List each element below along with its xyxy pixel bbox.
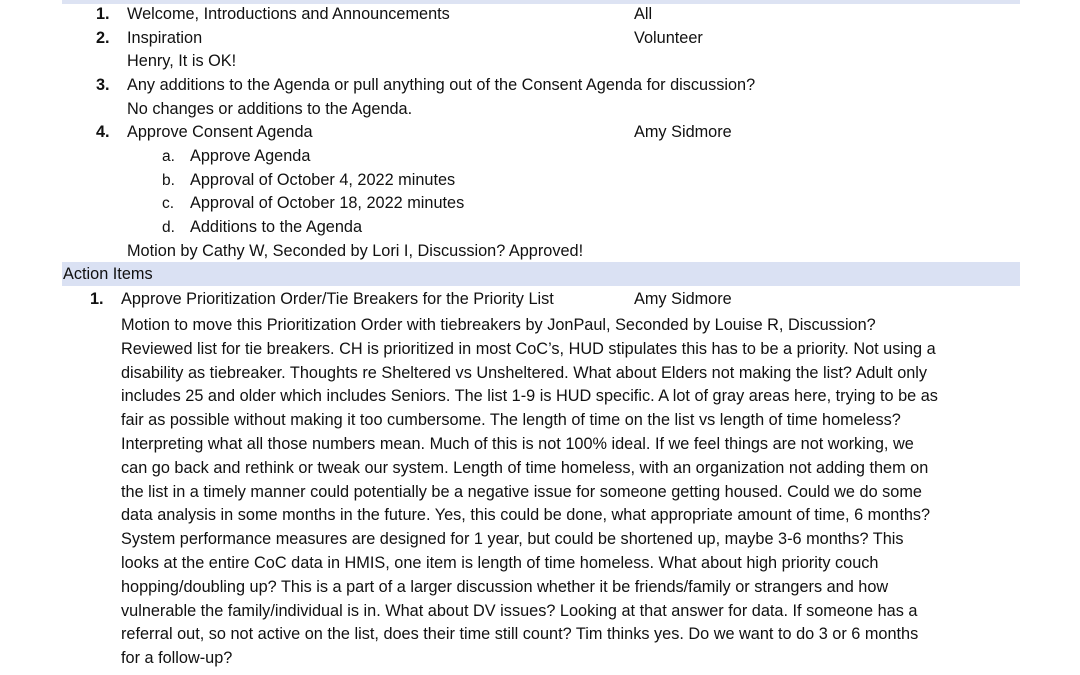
- agenda-item-owner: Amy Sidmore: [634, 123, 732, 141]
- action-item-discussion: [121, 314, 1021, 671]
- agenda-item-title: Any additions to the Agenda or pull anything out of the Consent Agenda for discussion?: [127, 76, 756, 94]
- discussion-line: for a follow-up?: [121, 649, 233, 668]
- subitem-letter: b.: [162, 172, 175, 189]
- subitem-text: Approve Agenda: [190, 147, 311, 165]
- discussion-line: hopping/doubling up? This is a part of a larger discussion whether it be friends/family or strangers and how: [121, 577, 889, 596]
- action-items-section-header: [62, 262, 1020, 286]
- discussion-line: referral out, so not active on the list, does their time still count? Tim thinks yes. Do we want to do 3 or 6 months: [121, 625, 919, 644]
- agenda-item-owner: Volunteer: [634, 29, 703, 47]
- subitem-text: Approval of October 4, 2022 minutes: [190, 171, 456, 189]
- action-item-owner: Amy Sidmore: [634, 290, 732, 308]
- discussion-line: disability as tiebreaker. Thoughts re Sheltered vs Unsheltered. What about Elders not making the list? Adult only: [121, 363, 928, 382]
- agenda-item-title: Inspiration: [127, 29, 203, 47]
- subitem-letter: c.: [162, 195, 175, 212]
- agenda-item-note: Henry, It is OK!: [127, 52, 237, 70]
- agenda-item-owner: All: [634, 5, 653, 23]
- subitem-text: Approval of October 18, 2022 minutes: [190, 194, 465, 212]
- subitem-letter: a.: [162, 148, 175, 165]
- discussion-line: can go back and rethink or tweak our system. Length of time homeless, with an organization not adding them on: [121, 458, 929, 477]
- discussion-line: vulnerable the family/individual is in. What about DV issues? Looking at that answer for data. If someone has a: [121, 601, 918, 620]
- discussion-line: Motion to move this Prioritization Order with tiebreakers by JonPaul, Seconded by Louise R, Discussion?: [121, 316, 876, 334]
- agenda-item-number: 1.: [96, 5, 110, 23]
- discussion-line: includes 25 and older which includes Seniors. The list 1-9 is HUD specific. A lot of gray areas here, trying to be as: [121, 387, 938, 406]
- discussion-line: System performance measures are designed for 1 year, but could be shortened up, maybe 3-6 months? This: [121, 530, 904, 549]
- discussion-line: fair as possible without making it too cumbersome. The length of time on the list vs length of time homeless?: [121, 411, 901, 430]
- agenda-item-number: 2.: [96, 29, 110, 47]
- agenda-item-note: No changes or additions to the Agenda.: [127, 100, 413, 118]
- agenda-item-number: 3.: [96, 76, 110, 94]
- discussion-line: looks at the entire CoC data in HMIS, one item is length of time homeless. What about high priority couch: [121, 553, 879, 572]
- action-item-title: Approve Prioritization Order/Tie Breakers for the Priority List: [121, 290, 554, 308]
- action-item-number: 1.: [90, 290, 104, 308]
- discussion-line: the list in a timely manner could potentially be a negative issue for someone getting housed. Could we do some: [121, 482, 922, 501]
- discussion-line: Interpreting what all those numbers mean. Much of this is not 100% ideal. If we feel things are not working, we: [121, 434, 914, 453]
- agenda-item-number: 4.: [96, 123, 110, 141]
- discussion-line: Reviewed list for tie breakers. CH is prioritized in most CoC’s, HUD stipulates this has to be a priority. Not using a: [121, 339, 936, 358]
- agenda-item-title: Approve Consent Agenda: [127, 123, 313, 141]
- agenda-item-title: Welcome, Introductions and Announcements: [127, 5, 450, 23]
- section-heading: Action Items: [63, 265, 153, 283]
- discussion-line: data analysis in some months in the future. Yes, this could be done, what appropriate amount of time, 6 months?: [121, 506, 931, 525]
- agenda-item-note: Motion by Cathy W, Seconded by Lori I, Discussion? Approved!: [127, 242, 584, 260]
- subitem-letter: d.: [162, 219, 175, 236]
- subitem-text: Additions to the Agenda: [190, 218, 362, 236]
